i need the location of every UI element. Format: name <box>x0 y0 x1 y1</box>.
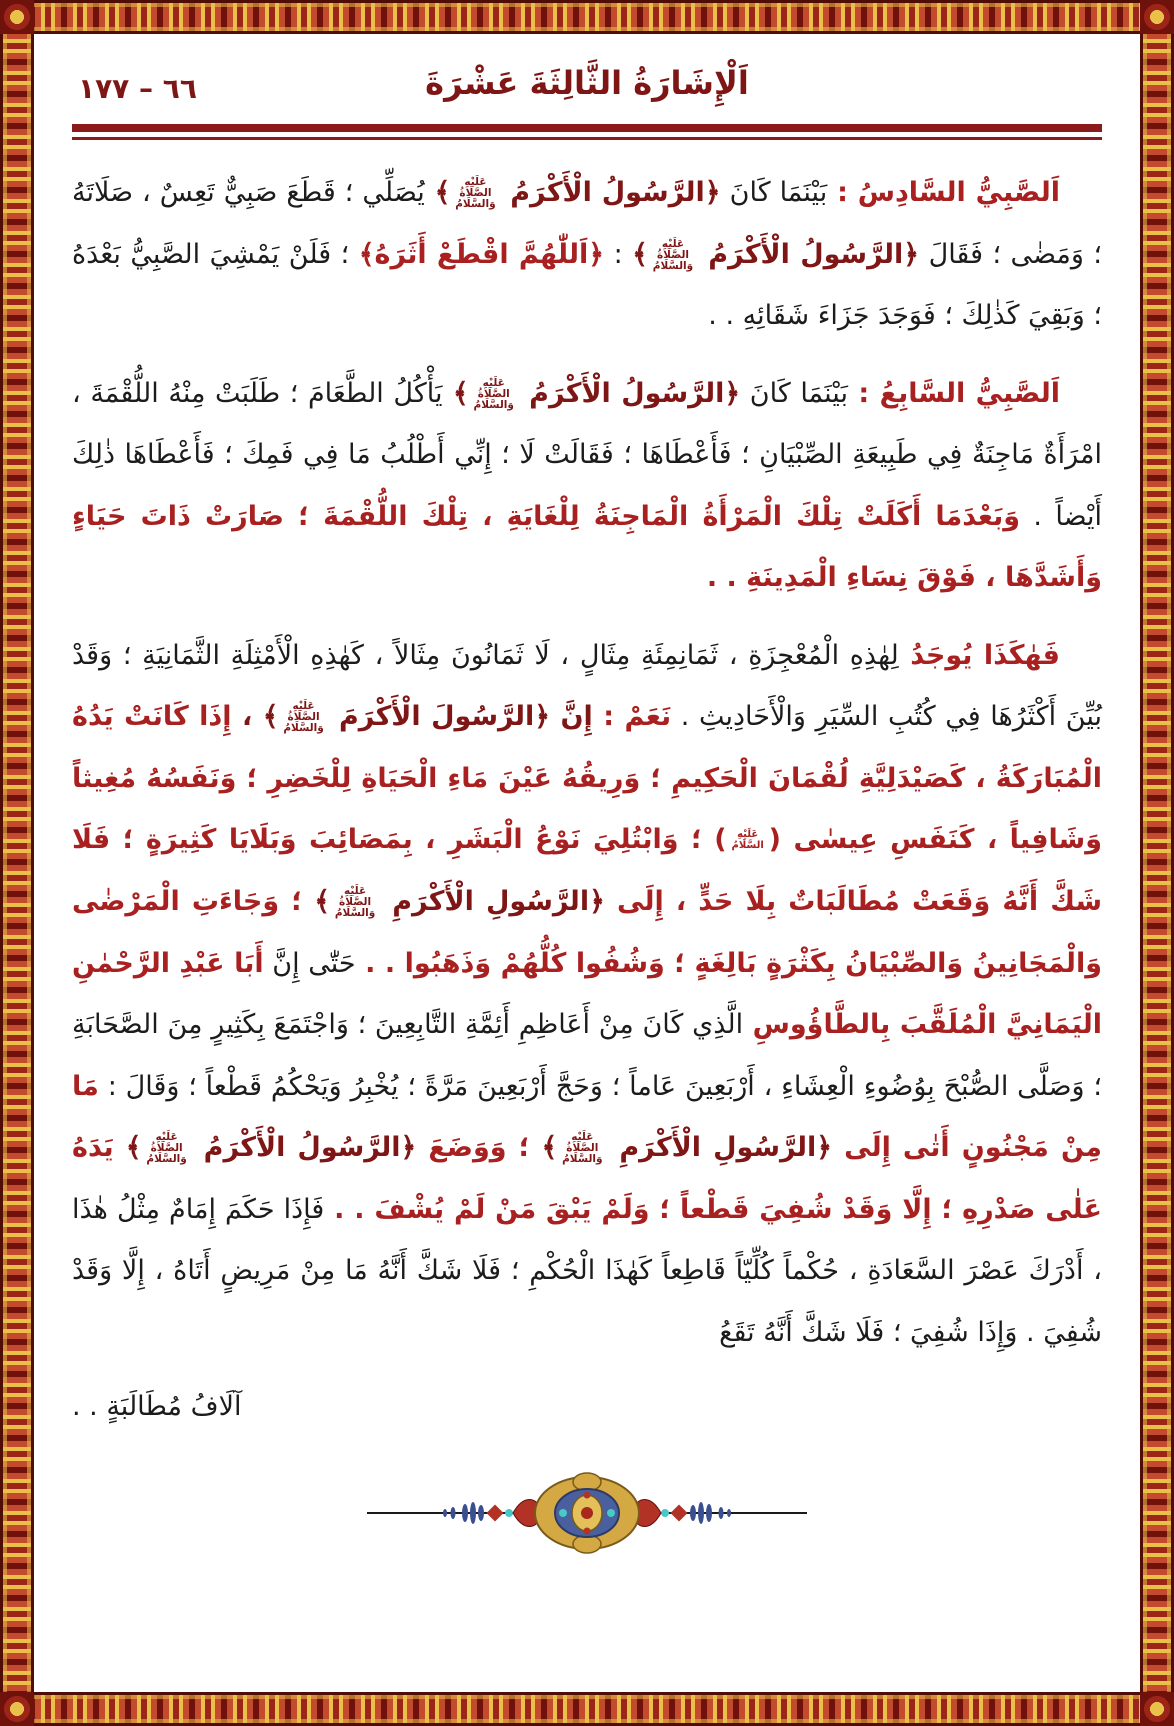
pbuh-calligraphy-mark: عَلَيْهِ الصَّلَاةُ وَالسَّلَامُ <box>334 884 376 920</box>
text-segment: يَأْكُلُ الطَّعَامَ ؛ طَلَبَتْ مِنْهُ اللُّقْمَةَ ، امْرَأَةٌ مَاجِنَةٌ فِي طَبِيعَةِ الصِّبْيَانِ ؛ فَأَعْطَاهَا ؛ فَقَالَتْ لَا ؛ إِنِّي أَطْلُبُ مَا فِي فَمِكَ ؛ فَأَعْطَاهَا ذٰلِكَ أَيْضاً . <box>72 377 1102 532</box>
text-segment: وَبَعْدَمَا أَكَلَتْ تِلْكَ الْمَرْأَةُ الْمَاجِنَةُ لِلْغَايَةِ ، تِلْكَ اللُّقْمَةَ ؛ صَارَتْ ذَاتَ حَيَاءٍ وَأَشَدَّهَا ، فَوْقَ نِسَاءِ الْمَدِينَةِ . . <box>72 500 1102 594</box>
text-segment: يُصَلِّي ؛ قَطَعَ صَبِيٌّ تَعِسٌ ، صَلَاتَهُ ؛ وَمَضٰى ؛ فَقَالَ <box>72 177 1102 270</box>
page-header <box>72 60 1102 124</box>
text-segment: ﴾ <box>541 1132 558 1164</box>
ending-line <box>72 1379 962 1436</box>
text-segment: حَتّٰى إِنَّ <box>263 947 356 979</box>
page-number: ٦٦ – ١٧٧ <box>78 72 197 105</box>
pbuh-calligraphy-mark: عَلَيْهِ السَّلَامُ <box>731 829 764 851</box>
text-segment: ﴿الرَّسُولُ الْأَكْرَمُ <box>518 377 741 409</box>
text-segment: ) ؛ وَابْتُلِيَ نَوْعُ الْبَشَرِ ، بِمَصَائِبَ وَبَلَايَا كَثِيرَةٍ ؛ فَلَا شَكَّ أَنَّهُ وَقَعَتْ مُطَالَبَاتٌ بِلَا حَدٍّ ، إِلَى <box>72 824 1102 918</box>
pbuh-calligraphy-mark: عَلَيْهِ الصَّلَاةُ وَالسَّلَامُ <box>473 376 514 411</box>
ending-text: آلَافُ مُطَالَبَةٍ . . <box>72 1391 242 1423</box>
text-segment: أَبَا عَبْدِ الرَّحْمٰنِ الْيَمَانِيَّ الْمُلَقَّبَ بِالطَّاؤُوسِ <box>72 947 1103 1041</box>
text-segment: فَهٰكَذَا يُوجَدُ <box>898 639 1060 671</box>
border-corner-motif <box>1140 1692 1174 1726</box>
text-segment: ؛ وَوَضَعَ <box>416 1132 542 1164</box>
page-title: اَلْإِشَارَةُ الثَّالِثَةَ عَشْرَةَ <box>425 64 749 102</box>
text-segment: الَّذِي كَانَ مِنْ أَعَاظِمِ أَئِمَّةِ التَّابِعِينَ ؛ وَاجْتَمَعَ بِكَثِيرٍ مِنَ الصَّحَابَةِ ؛ وَصَلَّى الصُّبْحَ بِوُضُوءِ الْعِشَاءِ ، أَرْبَعِينَ عَاماً ؛ وَحَجَّ أَرْبَعِينَ مَرَّةً ؛ يُخْبِرُ وَيَحْكُمُ قَطْعاً ؛ وَقَالَ : <box>72 1009 1102 1102</box>
paragraph-child-seven <box>72 363 1102 609</box>
paragraph-child-six <box>72 162 1102 347</box>
text-segment: ﴿الرَّسُولُ الْأَكْرَمُ <box>500 177 721 208</box>
pbuh-calligraphy-mark: عَلَيْهِ الصَّلَاةُ وَالسَّلَامُ <box>455 175 496 210</box>
footer-ornament-wrap <box>72 1470 1102 1560</box>
text-segment: ﴿الرَّسُولِ الْأَكْرَمِ <box>607 1132 833 1164</box>
text-segment: اَلصَّبِيُّ السَّادِسُ : <box>827 177 1060 208</box>
body-text <box>72 162 1102 1436</box>
text-segment: ؛ فَلَنْ يَمْشِيَ الصَّبِيُّ بَعْدَهُ ؛ وَبَقِيَ كَذٰلِكَ ؛ فَوَجَدَ جَزَاءَ شَقَائِهِ . . <box>72 238 1102 332</box>
pbuh-calligraphy-mark: عَلَيْهِ الصَّلَاةُ وَالسَّلَامُ <box>652 237 694 272</box>
text-segment: ﴾ ، <box>231 701 279 733</box>
text-segment: ﴿الرَّسُولُ الْأَكْرَمُ <box>697 238 920 270</box>
text-segment: لِهٰذِهِ الْمُعْجِزَةِ ، ثَمَانِمِئَةِ مِثَالٍ ، لَا ثَمَانُونَ مِثَالاً ، كَهٰذِهِ الْأَمْثِلَةِ الثَّمَانِيَةِ ؛ وَقَدْ بُيِّنَ أَكْثَرُهَا فِي كُتُبِ السِّيَرِ وَالْأَحَادِيثِ . <box>72 639 1102 733</box>
border-corner-motif <box>0 0 34 34</box>
text-segment: نَعَمْ : <box>592 701 672 733</box>
header-divider-thick <box>72 124 1102 132</box>
decorative-border-bottom <box>0 1692 1174 1726</box>
border-corner-motif <box>1140 0 1174 34</box>
text-segment: فَإِذَا حَكَمَ إِمَامٌ مِثْلُ هٰذَا ، أَدْرَكَ عَصْرَ السَّعَادَةِ ، حُكْماً كُلِّيّاً قَاطِعاً كَهٰذَا الْحُكْمِ ؛ فَلَا شَكَّ أَنَّهُ مَا مِنْ مَرِيضٍ أَتَاهُ ، إِلَّا وَقَدْ شُفِيَ . وَإِذَا شُفِيَ ؛ فَلَا شَكَّ أَنَّهُ تَقَعُ <box>72 1193 1102 1348</box>
page-content <box>34 34 1140 1692</box>
paragraph-conclusion <box>72 625 1102 1364</box>
text-segment: : <box>604 238 633 270</box>
text-segment: ﴾ <box>314 886 331 918</box>
text-segment: ﴿الرَّسُولُ الْأَكْرَمُ <box>191 1132 417 1164</box>
decorative-border-right <box>1140 0 1174 1726</box>
text-segment: ؛ وَجَاءَتِ الْمَرْضٰى وَالْمَجَانِينُ وَالصِّبْيَانُ بِكَثْرَةٍ بَالِغَةٍ ؛ وَشُفُوا كُلُّهُمْ وَذَهَبُوا . . <box>72 886 1102 979</box>
pbuh-calligraphy-mark: عَلَيْهِ الصَّلَاةُ وَالسَّلَامُ <box>146 1131 187 1166</box>
text-segment: إِنَّ ﴿الرَّسُولَ الْأَكْرَمَ <box>328 701 593 733</box>
text-segment: يَدَهُ عَلٰى صَدْرِهِ ؛ إِلَّا وَقَدْ شُفِيَ قَطْعاً ؛ وَلَمْ يَبْقَ مَنْ لَمْ يُشْفَ . . <box>72 1132 1102 1225</box>
header-divider-thin <box>72 137 1102 140</box>
border-corner-motif <box>0 1692 34 1726</box>
footer-ornament-icon <box>357 1470 817 1556</box>
text-segment: ﴾ <box>632 238 648 270</box>
text-segment: ﴿اَللّٰهُمَّ اقْطَعْ أَثَرَهُ﴾ <box>358 238 605 270</box>
text-segment: ﴾ <box>113 1132 142 1164</box>
decorative-border-left <box>0 0 34 1726</box>
text-segment: ﴾ <box>442 377 469 409</box>
pbuh-calligraphy-mark: عَلَيْهِ الصَّلَاةُ وَالسَّلَامُ <box>562 1131 603 1166</box>
text-segment: اَلصَّبِيُّ السَّابِعُ : <box>847 377 1060 409</box>
pbuh-calligraphy-mark: عَلَيْهِ الصَّلَاةُ وَالسَّلَامُ <box>283 700 324 735</box>
text-segment: إِذَا كَانَتْ يَدُهُ الْمُبَارَكَةُ ، كَصَيْدَلِيَّةِ لُقْمَانَ الْحَكِيمِ ؛ وَرِيقُهُ عَيْنَ مَاءِ الْحَيَاةِ لِلْخَضِرِ ؛ وَنَفَسُهُ مُغِيثاً وَشَافِياً ، كَنَفَسِ عِيسٰى ( <box>72 701 1102 856</box>
text-segment: ﴾ <box>424 177 451 208</box>
text-segment: ﴿الرَّسُولِ الْأَكْرَمِ <box>380 886 605 918</box>
text-segment: مَا مِنْ مَجْنُونٍ أَتٰى إِلَى <box>72 1070 1102 1164</box>
text-segment: بَيْنَمَا كَانَ <box>720 177 828 208</box>
decorative-border-top <box>0 0 1174 34</box>
text-segment: بَيْنَمَا كَانَ <box>740 377 848 409</box>
